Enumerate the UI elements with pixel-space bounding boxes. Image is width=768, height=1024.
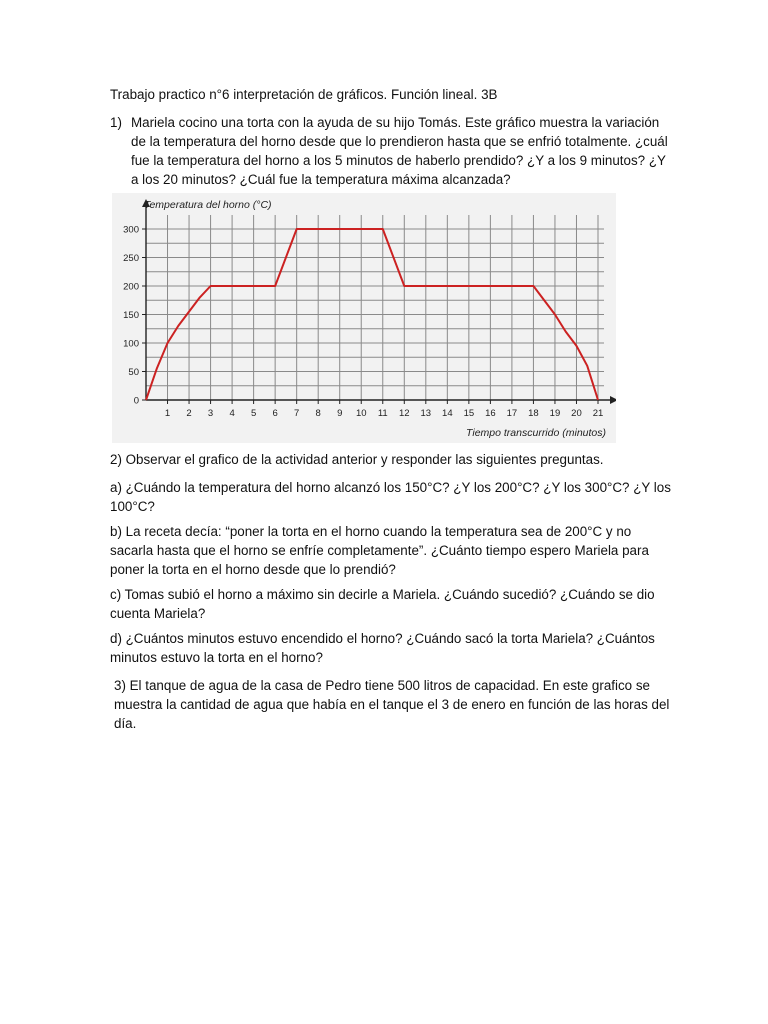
y-tick-label: 250 — [123, 253, 139, 264]
x-tick-label: 18 — [528, 408, 539, 419]
y-tick-label: 200 — [123, 281, 139, 293]
chart-grid — [146, 215, 604, 400]
question-2-b: b) La receta decía: “poner la torta en el horno cuando la temperatura sea de 200°C y no sacarla hasta que el horno se enfríe completamente”. ¿Cuánto tiempo espero Mariela para poner la torta en el horno desde que lo prendió? — [110, 524, 649, 577]
y-axis-label: Temperatura del horno (°C) — [144, 199, 272, 211]
question-1 — [110, 113, 670, 189]
x-axis-label: Tiempo transcurrido (minutos) — [466, 427, 606, 439]
x-tick-label: 21 — [592, 408, 604, 419]
x-tick-label: 3 — [207, 408, 214, 419]
y-tick-labels — [123, 225, 139, 407]
question-2-d: d) ¿Cuántos minutos estuvo encendido el horno? ¿Cuándo sacó la torta Mariela? ¿Cuántos minutos estuvo la torta en el horno? — [110, 631, 655, 665]
question-3: 3) El tanque de agua de la casa de Pedro tiene 500 litros de capacidad. En este grafico se muestra la cantidad de agua que había en el tanque el 3 de enero en función de las horas del día. — [114, 678, 670, 731]
x-tick-label: 14 — [442, 408, 453, 419]
x-axis-arrow — [610, 396, 616, 404]
x-tick-label: 8 — [315, 408, 321, 419]
x-tick-label: 16 — [485, 408, 496, 419]
oven-temperature-chart — [112, 193, 616, 443]
x-tick-label: 13 — [420, 408, 432, 419]
question-2-intro: 2) Observar el grafico de la actividad anterior y responder las siguientes preguntas. — [110, 452, 604, 467]
x-tick-label: 12 — [398, 408, 410, 419]
x-tick-label: 15 — [463, 408, 475, 419]
document-title: Trabajo practico n°6 interpretación de gráficos. Función lineal. 3B — [110, 87, 498, 102]
x-tick-label: 20 — [571, 408, 582, 419]
x-tick-label: 2 — [186, 408, 192, 419]
y-tick-label: 150 — [123, 310, 139, 321]
question-2-a: a) ¿Cuándo la temperatura del horno alcanzó los 150°C? ¿Y los 200°C? ¿Y los 300°C? ¿Y los 100°C? — [110, 480, 671, 514]
x-tick-label: 17 — [506, 408, 518, 419]
question-2-c: c) Tomas subió el horno a máximo sin decirle a Mariela. ¿Cuándo sucedió? ¿Cuándo se dio cuenta Mariela? — [110, 587, 655, 621]
x-tick-label: 5 — [250, 408, 257, 419]
x-tick-label: 7 — [294, 408, 300, 419]
x-tick-label: 6 — [272, 408, 278, 419]
x-tick-label: 11 — [377, 408, 388, 419]
x-tick-label: 10 — [355, 408, 367, 419]
x-tick-labels — [165, 408, 603, 419]
chart-svg — [112, 193, 616, 443]
y-tick-label: 300 — [123, 224, 139, 236]
x-tick-label: 9 — [337, 408, 343, 419]
y-tick-label: 0 — [133, 395, 139, 407]
x-tick-label: 1 — [164, 408, 171, 419]
y-tick-label: 50 — [128, 367, 139, 378]
question-1-text: Mariela cocino una torta con la ayuda de su hijo Tomás. Este gráfico muestra la variación de la temperatura del horno desde que lo prendieron hasta que se enfrió totalmente. ¿cuál fue la temperatura del horno a los 5 minutos de haberlo prendido? ¿Y a los 9 minutos? ¿Y a los 20 minutos? ¿Cuál fue la temperatura máxima alcanzada? — [131, 115, 668, 187]
x-tick-label: 4 — [229, 408, 235, 419]
question-1-number: 1) — [110, 115, 122, 130]
y-tick-label: 100 — [123, 338, 139, 350]
x-tick-label: 19 — [549, 408, 561, 419]
